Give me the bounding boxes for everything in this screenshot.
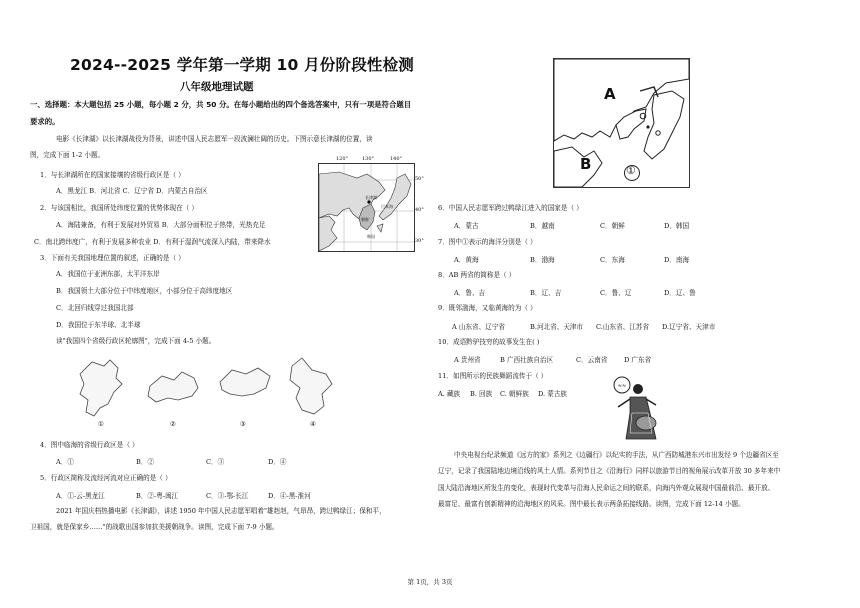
q10-stem: 10．成语黔驴技穷的故事发生在( ) — [438, 338, 540, 346]
changjin-lake-map — [318, 163, 415, 252]
q3-option-c: C．北回归线穿过我国北部 — [56, 304, 134, 312]
q10-option-d: D 广东省 — [624, 356, 652, 364]
q3-option-b: B．我国领土大部分位于中纬度地区，小部分位于高纬度地区 — [56, 287, 233, 295]
lon-120: 120° — [336, 156, 349, 162]
q6-option-b: B．越南 — [530, 222, 555, 230]
q1-stem: 1．与长津湖所在的国家接壤的省级行政区是（ ） — [40, 171, 185, 179]
intro4-line3: 国大陆沿海地区所发生的变化，表现时代变革与沿海人民命运之间的联系，向海内外观众展现中国最前沿、最开放、 — [438, 484, 775, 492]
map2-label-b: B — [580, 155, 592, 173]
q3-stem: 3．下面有关我国地理位置的叙述，正确的是（ ） — [40, 254, 185, 262]
q11-option-d: D. 蒙古族 — [538, 390, 568, 398]
q6-option-d: D．韩国 — [664, 222, 690, 230]
intro4-line1: 中央电视台纪录频道《远方的家》系列之《边疆行》以纪实的手法，从广西防城港东兴市出发经 9 个边疆省区至 — [454, 451, 779, 459]
label-sea-of-japan: 日本海 — [381, 204, 393, 209]
q9-stem: 9．既邻渤海，又临黄海的为（ ） — [438, 304, 537, 312]
intro3-line1: 2021 年国庆档热播电影《长津湖》，讲述 1950 年中国人民志愿军唱着"雄赳赳，气昂昂，跨过鸭绿江；保和平， — [56, 507, 386, 515]
q5-option-d: D．④-黑-淮河 — [268, 492, 311, 500]
q10-option-b: B 广西壮族自治区 — [500, 356, 554, 364]
q9-option-c: C.山东省、江苏省 — [596, 323, 650, 331]
map2-label-circle1: ① — [626, 164, 636, 177]
label-north-korea: 朝鲜 — [361, 217, 369, 222]
q3-option-d: D．我国位于东半球、北半球 — [56, 321, 141, 329]
section-heading-line1: 一、选择题：本大题包括 25 小题，每小题 2 分，共 50 分。在每小题给出的四个备选答案中，只有一项是符合题目 — [30, 100, 412, 109]
q8-option-c: C．鲁、辽 — [600, 289, 632, 297]
intro1-line1: 电影《长津湖》以长津湖战役为背景，讲述中国人民志愿军一段波澜壮阔的历史。下图示意长津湖的位置，读 — [56, 135, 373, 143]
province-label-1: ① — [98, 420, 104, 428]
map2-label-a: A — [604, 85, 616, 103]
q8-stem: 8．AB 两省的简称是（ ） — [438, 271, 516, 279]
intro4-line4: 最富足、最富有创新精神的沿海地区的风采。图中最长表示两条拓接线路。读图，完成下面 12-14 小题。 — [438, 500, 745, 508]
province-outlines — [70, 354, 350, 434]
folk-dancer-illustration — [608, 373, 666, 445]
q6-option-c: C．朝鲜 — [600, 222, 625, 230]
q10-option-a: A 贵州省 — [454, 356, 481, 364]
intro4-line2: 辽宁，记录了我国陆地边境沿线的风土人情。系列节目之《沿海行》同样以旅游节目的视角展示改革开放 30 多年来中 — [438, 467, 781, 475]
q2-option-cd: C．南北跨纬度广，有利于发展多种农业 D．有利于湿润气流深入内陆，带来降水 — [34, 238, 271, 246]
q11-option-a: A. 藏族 — [438, 390, 461, 398]
q1-options: A．黑龙江 B．河北省 C．辽宁省 D．内蒙古自治区 — [56, 187, 208, 195]
q5-option-c: C．③-鄂-长江 — [206, 492, 249, 500]
q8-option-a: A．鲁、吉 — [454, 289, 486, 297]
svg-text:≈≈: ≈≈ — [617, 383, 627, 389]
q9-option-b: B.河北省、天津市 — [530, 323, 584, 331]
q10-option-c: C．云南省 — [576, 356, 608, 364]
province-label-3: ③ — [240, 420, 246, 428]
lon-140: 140° — [390, 156, 403, 162]
q7-option-b: B．渤海 — [530, 256, 555, 264]
q5-option-a: A．①-云-黑龙江 — [56, 492, 105, 500]
lon-130: 130° — [362, 156, 375, 162]
q2-option-ab: A．海陆兼备，有利于发展对外贸易 B．大部分面积位于热带，光热充足 — [56, 221, 266, 229]
q4-option-d: D．④ — [268, 458, 287, 466]
q8-option-d: D．辽、鲁 — [664, 289, 696, 297]
lat-30: 30° — [415, 238, 424, 244]
q6-option-a: A．蒙古 — [454, 222, 479, 230]
q7-option-a: A．黄海 — [454, 256, 479, 264]
intro1-line2: 图，完成下面 1-2 小题。 — [30, 151, 105, 159]
lat-50: 50° — [415, 176, 424, 182]
q4-option-b: B．② — [136, 458, 155, 466]
q4-option-c: C．③ — [206, 458, 225, 466]
label-changjin-lake: 长津湖 — [365, 195, 377, 200]
q11-stem: 11．如图所示的民族舞蹈流传于（ ） — [438, 372, 548, 380]
q4-stem: 4．图中临海的省级行政区是（ ） — [40, 441, 139, 449]
q3-option-a: A．我国位于亚洲东部，太平洋东岸 — [56, 270, 160, 278]
q7-stem: 7．图中①表示的海洋分别是（ ） — [438, 238, 537, 246]
q7-option-d: D．南海 — [664, 256, 690, 264]
q11-option-b: B. 回族 — [470, 390, 493, 398]
province-label-2: ② — [170, 420, 176, 428]
page-footer: 第 1页，共 3页 — [407, 578, 453, 586]
intro2: 读"我国四个省级行政区轮廓图"，完成下面 4-5 小题。 — [56, 337, 216, 345]
q9-option-d: D.辽宁省、天津市 — [662, 323, 716, 331]
q9-option-a: A 山东省、辽宁省 — [452, 323, 506, 331]
intro3-line2: 卫祖国，就是保家乡……"的战歌出国参加抗美援朝战争。读图，完成下面 7-9 小题。 — [30, 523, 279, 531]
q8-option-b: B．辽、吉 — [530, 289, 562, 297]
q5-stem: 5．行政区简称及流经河流对应正确的是（ ） — [40, 474, 172, 482]
label-south-korea: 韩国 — [367, 234, 375, 239]
lat-40: 40° — [415, 207, 424, 213]
yalu-river-map — [553, 58, 690, 188]
exam-title: 2024--2025 学年第一学期 10 月份阶段性检测 — [70, 56, 415, 74]
section-heading-line2: 要求的。 — [30, 117, 60, 126]
q5-option-b: B．②-粤-闽江 — [136, 492, 179, 500]
q4-option-a: A．① — [56, 458, 74, 466]
q6-stem: 6．中国人民志愿军跨过鸭绿江进入的国家是（ ） — [438, 204, 583, 212]
q11-option-c: C. 朝鲜族 — [500, 390, 529, 398]
province-label-4: ④ — [310, 420, 316, 428]
q2-stem: 2．与该国相比，我国所处纬度位置的优势体现在（ ） — [40, 204, 198, 212]
exam-subtitle: 八年级地理试题 — [180, 81, 254, 93]
q7-option-c: C．东海 — [600, 256, 625, 264]
